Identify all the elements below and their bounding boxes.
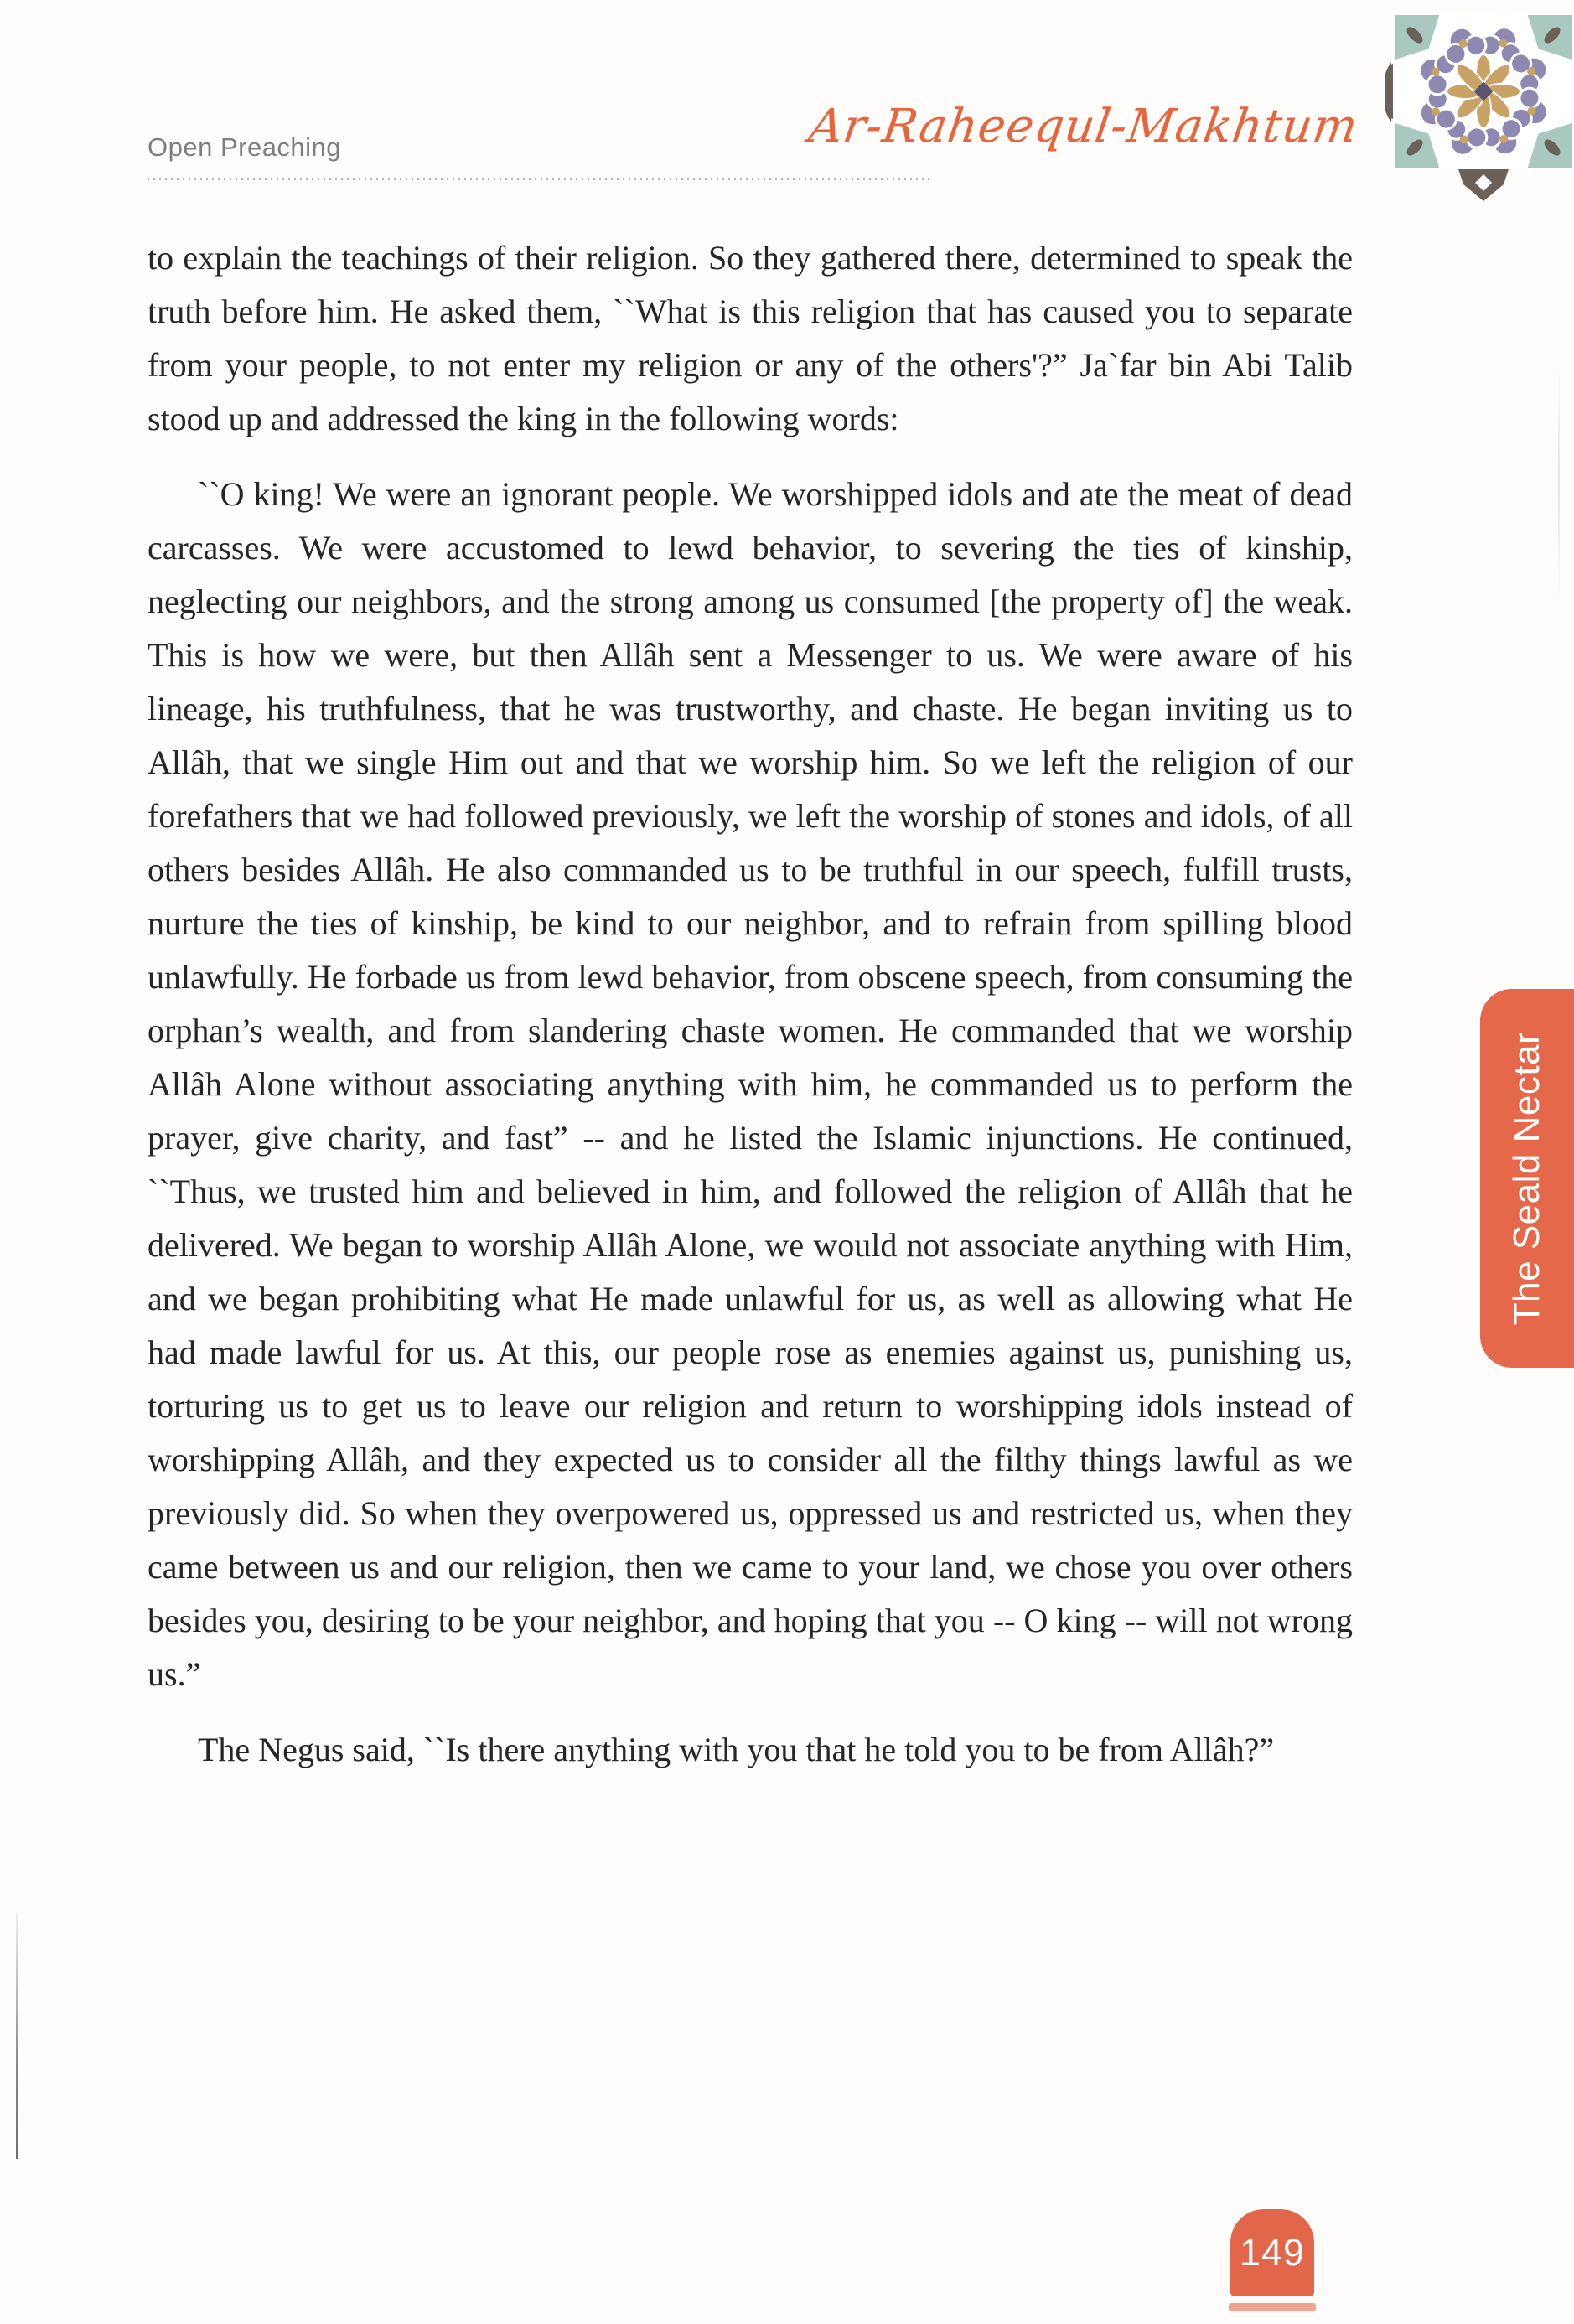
header-dotted-divider (148, 178, 934, 180)
page-number-badge (1230, 2209, 1314, 2296)
page-number-underline (1229, 2303, 1316, 2311)
paragraph-continuation: to explain the teachings of their religion. So they gathered there, determined to speak the truth before him. He asked them, ``What is this religion that has caused you to separate from your people, to not enter my religion or any of the others'?” Ja`far bin Abi Talib stood up and addressed the king in the following words: (148, 239, 1353, 437)
chapter-title: Open Preaching (148, 132, 342, 162)
scan-artifact-line-left (16, 1913, 18, 2159)
paragraph-jafar-speech: ``O king! We were an ignorant people. We worshipped idols and ate the meat of dead carcasses. We were accustomed to lewd behavior, to severing the ties of kinship, neglecting our neighbors, and the strong among us consumed [the property of] the weak. This is how we were, but then Allâh sent a Messenger to us. We were aware of his lineage, his truthfulness, that he was trustworthy, and chaste. He began inviting us to Allâh, that we single Him out and that we worship him. So we left the religion of our forefathers that we had followed previously, we left the worship of stones and idols, of all others besides Allâh. He also commanded us to be truthful in our speech, fulfill trusts, nurture the ties of kinship, be kind to our neighbor, and to refrain from spilling blood unlawfully. He forbade us from lewd behavior, from obscene speech, from consuming the orphan’s wealth, and from slandering chaste women. He commanded that we worship Allâh Alone without associating anything with him, he commanded us to perform the prayer, give charity, and fast” -- and he listed the Islamic injunctions. He continued, ``Thus, we trusted him and believed in him, and followed the religion of Allâh that he delivered. We began to worship Allâh Alone, we would not associate anything with Him, and we began prohibiting what He made unlawful for us, as well as allowing what He had made lawful for us. At this, our people rose as enemies against us, punishing us, torturing us to get us to leave our religion and return to worshipping idols instead of worshipping Allâh, and they expected us to consider all the filthy things lawful as we previously did. So when they overpowered us, oppressed us and restricted us, when they came between us and our religion, then we came to your land, we chose you over others besides you, desiring to be your neighbor, and hoping that you -- O king -- will not wrong us.” (148, 475, 1353, 1693)
book-title-script: Ar-Raheequl-Makhtum (805, 99, 1362, 153)
paragraph-negus-question: The Negus said, ``Is there anything with you that he told you to be from Allâh?” (198, 1731, 1275, 1768)
page-body-text (148, 231, 1353, 1777)
islamic-arabesque-ornament-icon (1385, 10, 1574, 204)
ornament-bottom-finial (1458, 169, 1509, 201)
book-edge-tab-label: The Seald Nectar (1506, 1031, 1547, 1326)
scan-artifact-line-right (1558, 360, 1560, 603)
book-edge-tab (1480, 989, 1574, 1368)
page-number: 149 (1239, 2231, 1306, 2274)
